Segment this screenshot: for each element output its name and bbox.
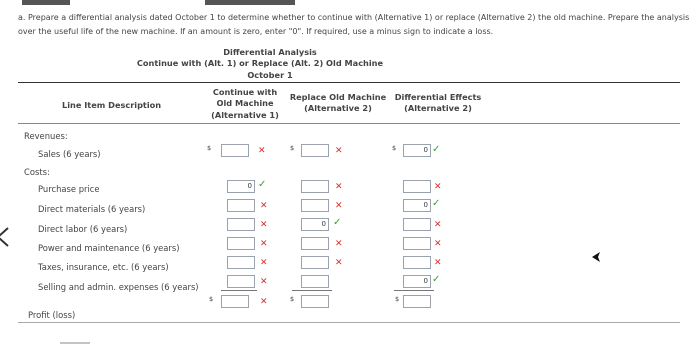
header-date: October 1 — [247, 70, 293, 80]
power-alt1-input[interactable] — [227, 237, 255, 250]
sales-diff-input[interactable]: 0 — [403, 144, 431, 157]
correct-mark-icon: ✓ — [432, 274, 441, 285]
column-header-alt1-line3: (Alternative 1) — [211, 110, 279, 120]
incorrect-mark-icon: ✕ — [258, 146, 266, 156]
currency-sign: $ — [209, 295, 214, 303]
table-bottom-rule — [18, 322, 680, 323]
taxes-alt2-input[interactable] — [301, 256, 329, 269]
currency-sign: $ — [290, 144, 295, 152]
purchase-alt2-input[interactable] — [301, 180, 329, 193]
incorrect-mark-icon: ✕ — [335, 146, 343, 156]
currency-sign: $ — [290, 295, 295, 303]
row-label-sales: Sales (6 years) — [38, 149, 101, 159]
column-header-alt1-line2: Old Machine — [216, 98, 274, 108]
selling-alt1-input[interactable] — [227, 275, 255, 288]
sales-alt2-input[interactable] — [301, 144, 329, 157]
column-header-rule — [18, 123, 680, 124]
materials-alt1-input[interactable] — [227, 199, 255, 212]
currency-sign: $ — [392, 144, 397, 152]
top-toolbar-strip — [0, 0, 700, 6]
row-label-taxes: Taxes, insurance, etc. (6 years) — [38, 262, 169, 272]
column-header-alt2-line1: Replace Old Machine — [289, 92, 387, 102]
header-title: Differential Analysis — [223, 47, 317, 57]
currency-sign: $ — [395, 295, 400, 303]
incorrect-mark-icon: ✕ — [260, 239, 268, 249]
labor-alt1-input[interactable] — [227, 218, 255, 231]
row-label-costs: Costs: — [24, 167, 50, 177]
incorrect-mark-icon: ✕ — [260, 277, 268, 287]
materials-diff-input[interactable]: 0 — [403, 199, 431, 212]
correct-mark-icon: ✓ — [432, 144, 441, 155]
profit-alt1-input[interactable] — [221, 295, 249, 308]
incorrect-mark-icon: ✕ — [260, 258, 268, 268]
labor-alt2-input[interactable]: 0 — [301, 218, 329, 231]
power-alt2-input[interactable] — [301, 237, 329, 250]
row-label-labor: Direct labor (6 years) — [38, 224, 128, 234]
correct-mark-icon: ✓ — [432, 198, 441, 209]
row-label-selling: Selling and admin. expenses (6 years) — [38, 282, 199, 292]
row-label-revenues: Revenues: — [24, 131, 68, 141]
currency-sign: $ — [207, 144, 212, 152]
incorrect-mark-icon: ✕ — [260, 201, 268, 211]
incorrect-mark-icon: ✕ — [335, 182, 343, 192]
mouse-cursor-icon — [592, 252, 600, 262]
profit-alt2-input[interactable] — [301, 295, 329, 308]
column-header-description: Line Item Description — [62, 100, 162, 110]
subtotal-rule — [292, 290, 332, 291]
incorrect-mark-icon: ✕ — [434, 182, 442, 192]
subtotal-rule — [221, 290, 257, 291]
column-header-diff-line1: Differential Effects — [394, 92, 482, 102]
row-label-purchase: Purchase price — [38, 184, 100, 194]
column-header-alt1-line1: Continue with — [212, 87, 278, 97]
incorrect-mark-icon: ✕ — [260, 220, 268, 230]
correct-mark-icon: ✓ — [333, 217, 342, 228]
header-subtitle: Continue with (Alt. 1) or Replace (Alt. 2) Old Machine — [136, 58, 384, 68]
header-rule — [18, 82, 680, 83]
incorrect-mark-icon: ✕ — [335, 258, 343, 268]
materials-alt2-input[interactable] — [301, 199, 329, 212]
taxes-diff-input[interactable] — [403, 256, 431, 269]
incorrect-mark-icon: ✕ — [260, 297, 268, 307]
purchase-diff-input[interactable] — [403, 180, 431, 193]
chevron-left-icon[interactable] — [0, 226, 16, 248]
toolbar-tab — [205, 0, 295, 5]
column-header-alt2-line2: (Alternative 2) — [304, 103, 372, 113]
row-label-power: Power and maintenance (6 years) — [38, 243, 180, 253]
selling-alt2-input[interactable] — [301, 275, 329, 288]
row-label-materials: Direct materials (6 years) — [38, 204, 146, 214]
labor-diff-input[interactable] — [403, 218, 431, 231]
power-diff-input[interactable] — [403, 237, 431, 250]
sales-alt1-input[interactable] — [221, 144, 249, 157]
purchase-alt1-input[interactable]: 0 — [227, 180, 255, 193]
selling-diff-input[interactable]: 0 — [403, 275, 431, 288]
incorrect-mark-icon: ✕ — [434, 258, 442, 268]
correct-mark-icon: ✓ — [258, 179, 267, 190]
row-label-profit: Profit (loss) — [28, 310, 76, 320]
cropped-element — [60, 338, 90, 345]
incorrect-mark-icon: ✕ — [335, 239, 343, 249]
column-header-diff-line2: (Alternative 2) — [404, 103, 472, 113]
subtotal-rule — [394, 290, 434, 291]
incorrect-mark-icon: ✕ — [434, 220, 442, 230]
instructions-text: a. Prepare a differential analysis dated October 1 to determine whether to continue with (Alternative 1) or replace (Alternative 2) the old machine. Prepare the analysis over the useful life of the new machine. If an amount is zero, enter "0". If required, use a minus sign to indicate a loss. — [18, 13, 690, 36]
profit-diff-input[interactable] — [403, 295, 431, 308]
toolbar-tab — [22, 0, 70, 5]
incorrect-mark-icon: ✕ — [335, 201, 343, 211]
taxes-alt1-input[interactable] — [227, 256, 255, 269]
incorrect-mark-icon: ✕ — [434, 239, 442, 249]
